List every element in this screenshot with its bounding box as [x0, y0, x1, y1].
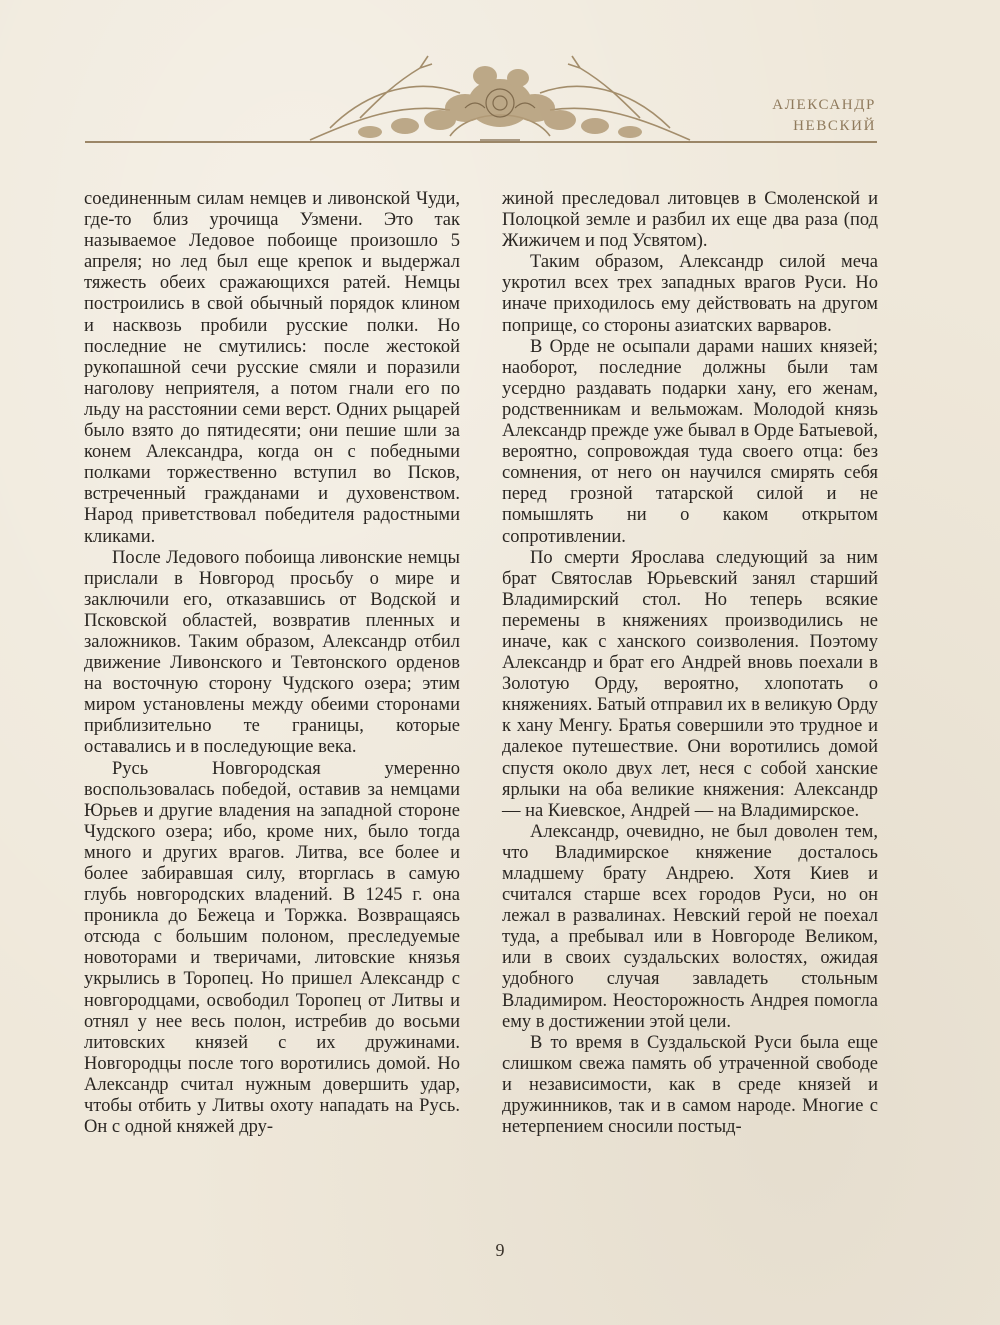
paragraph: По смерти Ярослава следующий за ним брат Святослав Юрьевский занял старший Владимирский стол. Но теперь всякие перемены в княжениях производились не иначе, как с ханского соизволения. Поэтому Александр и брат его Андрей вновь поехали в Золотую Орду, вероятно, хлопотать о княжениях. Батый отправил их в великую Орду к хану Менгу. Братья совершили это трудное и далекое путешествие. Они воротились домой спустя около двух лет, неся с собой ханские ярлыки на оба великие княжения: Александр — на Киевское, Андрей — на Владимирское.	[502, 547, 878, 821]
page-number: 9	[495, 1240, 505, 1260]
paragraph: После Ледового побоища ливонские немцы прислали в Новгород просьбу о мире и заключили его, отказавшись от Водской и Псковской областей, возвратив пленных и заложников. Таким образом, Александр отбил движение Ливонского и Тевтонского орденов на восточную сторону Чудского озера; этим миром установлены между обеими сторонами приблизительно те границы, которые оставались и в последующие века.	[84, 547, 460, 758]
left-column	[84, 189, 460, 1138]
paragraph: В Орде не осыпали дарами наших князей; наоборот, последние должны были там усердно раздавать подарки хану, его женам, родственникам и вельможам. Молодой князь Александр прежде уже бывал в Орде Батыевой, вероятно, сопровождая туда своего отца: без сомнения, от него он научился смирять себя перед грозной татарской силой и не помышлять ни о каком открытом сопротивлении.	[502, 336, 878, 547]
paragraph: Александр, очевидно, не был доволен тем, что Владимирское княжение досталось младшему брату Андрею. Хотя Киев и считался старше всех городов Руси, но он лежал в развалинах. Невский герой не поехал туда, а пребывал или в Новгороде Великом, или в своих суздальских волостях, ожидая удобного случая завладеть стольным Владимиром. Неосторожность Андрея помогла ему в достижении этой цели.	[502, 821, 878, 1032]
floral-ornament-icon	[300, 48, 700, 148]
running-title-line2: НЕВСКИЙ	[793, 118, 876, 134]
running-title-line1: АЛЕКСАНДР	[772, 97, 876, 113]
paragraph: соединенным силам немцев и ливонской Чуди, где-то близ урочища Узмени. Это так называемое Ледовое побоище произошло 5 апреля; но лед был еще крепок и выдержал тяжесть обеих сражающихся ратей. Немцы построились в свой обычный порядок клином и насквозь пробили русские полки. Но последние не смутились: после жестокой рукопашной сечи русские смяли и поразили наголову неприятеля, а потом гнали его по льду на расстоянии семи верст. Одних рыцарей было взято до пятидесяти; они пешие шли за конем Александра, когда он с победными полками торжественно вступил во Псков, встреченный гражданами и духовенством. Народ приветствовал победителя радостными кликами.	[84, 189, 460, 547]
header-rule	[85, 141, 877, 143]
right-column	[502, 189, 878, 1138]
paragraph: Русь Новгородская умеренно воспользовалась победой, оставив за немцами Юрьев и другие владения на западной стороне Чудского озера; ибо, кроме них, было тогда много и других врагов. Литва, все более и более забиравшая силу, вторглась в самую глубь новгородских владений. В 1245 г. она проникла до Бежеца и Торжка. Возвращаясь отсюда с большим полоном, преследуемые новоторами и тверичами, литовские князья укрылись в Торопец. Но пришел Александр с новгородцами, освободил Торопец от Литвы и отнял у нее весь полон, истребив до восьми литовских князей с их дружинами. Новгородцы после того воротились домой. Но Александр считал нужным довершить удар, чтобы отбить у Литвы охоту нападать на Русь. Он с одной княжей дру-	[84, 758, 460, 1138]
paragraph: жиной преследовал литовцев в Смоленской и Полоцкой земле и разбил их еще два раза (под Жижичем и под Усвятом).	[502, 189, 878, 252]
paragraph: В то время в Суздальской Руси была еще слишком свежа память об утраченной свободе и независимости, как в среде князей и дружинников, так и в самом народе. Многие с нетерпением сносили постыд-	[502, 1032, 878, 1138]
running-head	[760, 95, 876, 137]
paragraph: Таким образом, Александр силой меча укротил всех трех западных врагов Руси. Но иначе приходилось ему действовать на другом поприще, со стороны азиатских варваров.	[502, 252, 878, 336]
